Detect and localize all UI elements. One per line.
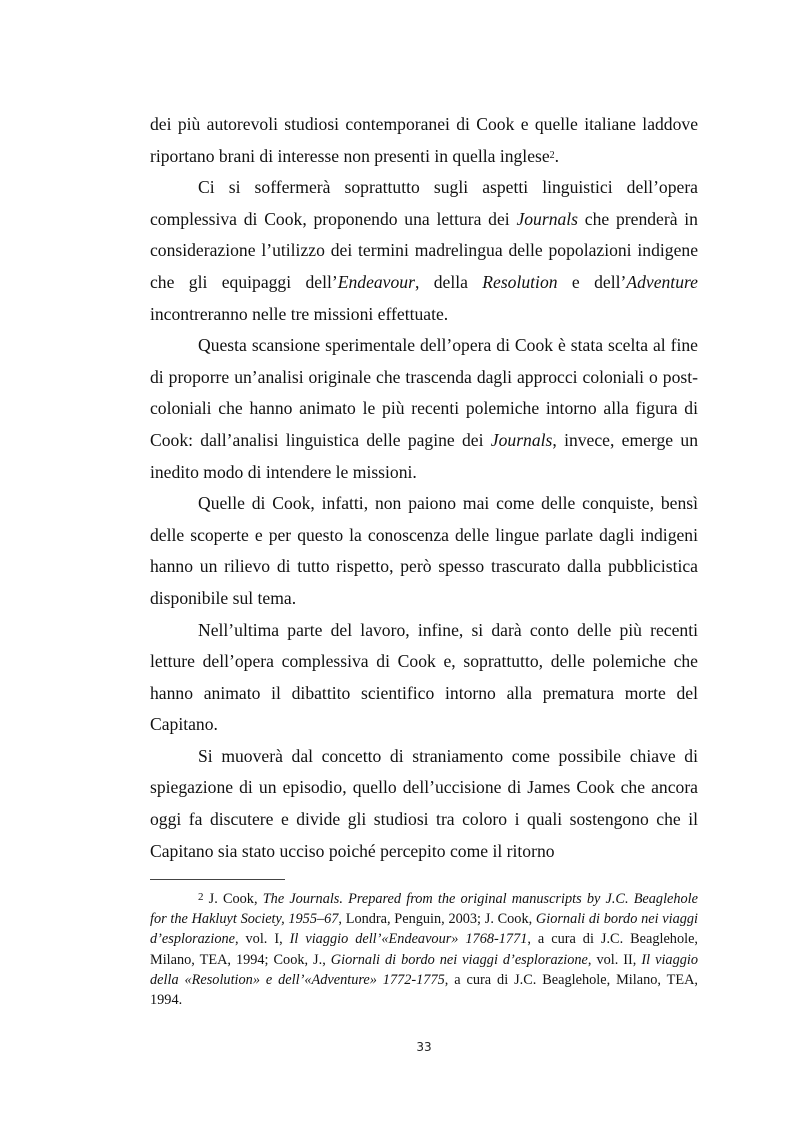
footnote-2	[150, 889, 698, 1010]
italic-text: Journals	[490, 429, 553, 450]
footnote-reference: 2	[198, 891, 204, 903]
text-run: incontreranno nelle tre missioni effettuate.	[150, 303, 449, 324]
italic-text: The Journals. Prepared from the original manuscripts by J.C. Beaglehole for the Hakluyt Society, 1955–67	[150, 891, 698, 928]
text-run: , vol. II,	[587, 951, 642, 968]
paragraph-2	[150, 172, 698, 330]
text-run: .	[554, 145, 560, 166]
paragraph-3	[150, 330, 698, 488]
text-run: , invece, emerge un inedito modo di intendere le missioni.	[150, 429, 698, 482]
text-run: , della	[414, 271, 483, 292]
italic-text: Giornali di bordo nei viaggi d’esplorazione	[330, 951, 588, 968]
italic-text: Il viaggio della «Resolution» e dell’«Adventure» 1772-1775	[150, 951, 698, 988]
footnote-reference: 2	[549, 149, 555, 161]
italic-text: Il viaggio dell’«Endeavour» 1768-1771	[289, 931, 528, 948]
text-run: Ci si soffermerà soprattutto sugli aspetti linguistici dell’opera complessiva di Cook, proponendo una lettura dei	[150, 177, 698, 229]
text-run: Questa scansione sperimentale dell’opera di Cook è stata scelta al fine di proporre un’analisi originale che trascenda dagli approcci coloniali o post-coloniali che hanno animato le più recenti polemiche intorno alla figura di Cook: dall’analisi linguistica delle pagine dei	[150, 335, 698, 450]
text-run: , vol. I,	[234, 931, 290, 948]
text-run: che prenderà in considerazione l’utilizzo dei termini madrelingua delle popolazioni indigene che gli equipaggi dell’	[150, 208, 698, 292]
italic-text: Giornali di bordo nei viaggi d’esplorazione	[150, 911, 699, 948]
paragraph-4	[150, 488, 698, 614]
italic-text: Journals	[516, 208, 579, 229]
document-page	[150, 0, 698, 1123]
text-run: dei più autorevoli studiosi contemporanei di Cook e quelle italiane laddove riportano brani di interesse non presenti in quella inglese	[150, 114, 698, 166]
text-run: e dell’	[557, 271, 627, 292]
paragraph-1	[150, 109, 698, 172]
text-run: J. Cook,	[203, 891, 263, 907]
text-run: Si muoverà dal concetto di straniamento come possibile chiave di spiegazione di un episodio, quello dell’uccisione di James Cook che ancora oggi fa discutere e divide gli studiosi tra coloro i quali sostengono che il Capitano sia stato ucciso poiché percepito come il ritorno	[150, 745, 698, 861]
italic-text: Resolution	[482, 271, 558, 292]
text-run: Nell’ultima parte del lavoro, infine, si darà conto delle più recenti letture dell’opera complessiva di Cook e, soprattutto, delle polemiche che hanno animato il dibattito scientifico intorno alla prematura morte del Capitano.	[150, 619, 698, 735]
paragraph-5	[150, 615, 698, 741]
text-run: Quelle di Cook, infatti, non paiono mai come delle conquiste, bensì delle scoperte e per questo la conoscenza delle lingue parlate dagli indigeni hanno un rilievo di tutto rispetto, però spesso trascurato dalla pubblicistica disponibile sul tema.	[150, 493, 698, 608]
italic-text: Adventure	[626, 271, 698, 292]
italic-text: Endeavour	[337, 271, 415, 292]
paragraph-6	[150, 741, 698, 867]
text-run: , a cura di J.C. Beaglehole, Milano, TEA, 1994.	[150, 971, 698, 1009]
page-number: 33	[416, 1040, 432, 1054]
body-text	[150, 109, 698, 867]
text-run: , a cura di J.C. Beaglehole, Milano, TEA, 1994; Cook, J.,	[150, 931, 698, 968]
text-run: , Londra, Penguin, 2003; J. Cook,	[338, 911, 536, 928]
footnote-separator	[150, 879, 285, 880]
footnotes	[150, 889, 698, 1010]
